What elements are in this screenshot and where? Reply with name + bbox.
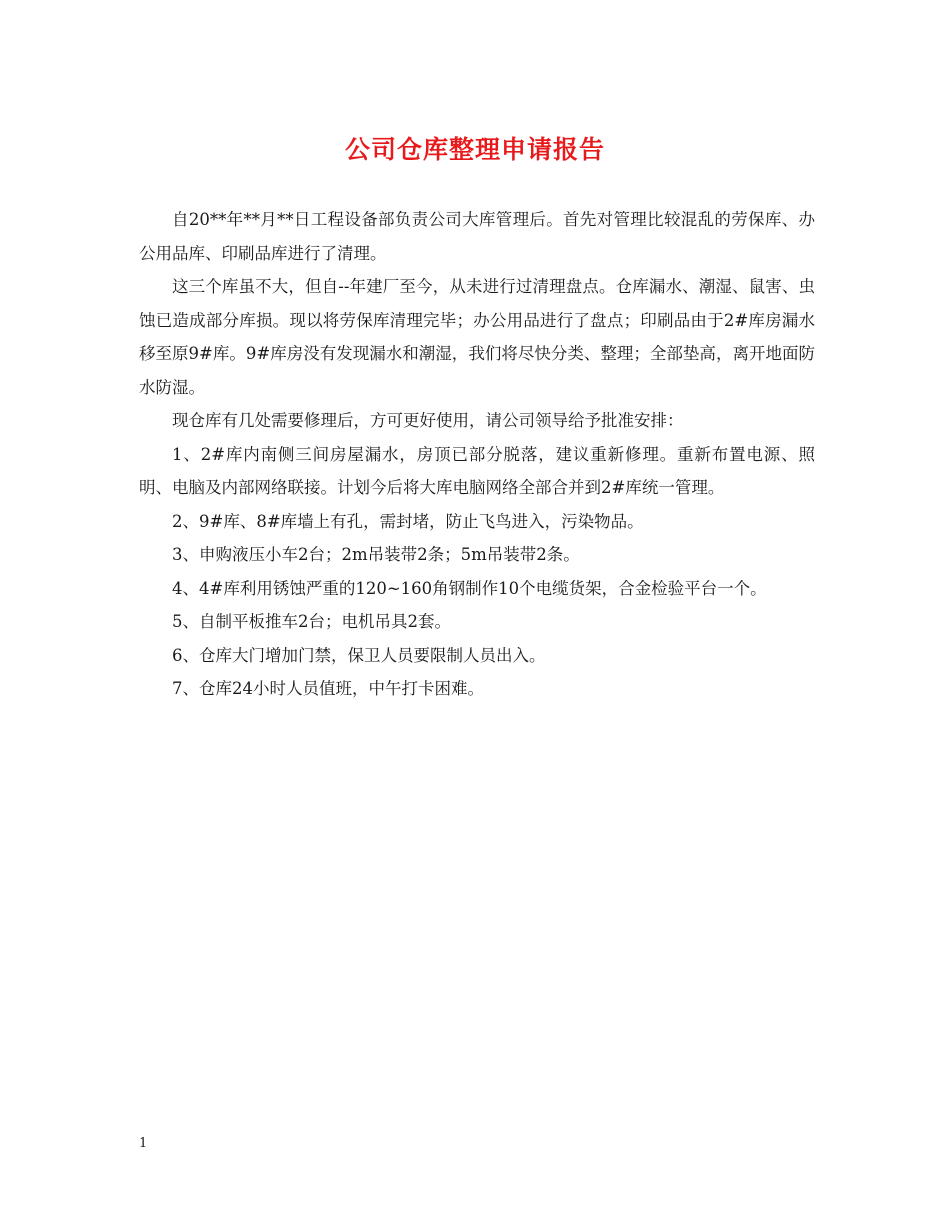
list-item-6: 6、仓库大门增加门禁，保卫人员要限制人员出入。 [172, 645, 546, 665]
paragraph-status: 这三个库虽不大，但自--年建厂至今，从未进行过清理盘点。仓库漏水、潮湿、鼠害、虫蚀已造成部分库损。现以将劳保库清理完毕；办公用品进行了盘点；印刷品由于2#库房漏水移至原9#库。9#库房没有发现漏水和潮湿，我们将尽快分类、整理；全部垫高，离开地面防水防湿。 [139, 277, 815, 397]
document-body [139, 203, 815, 706]
page-number: 1 [139, 1136, 148, 1151]
list-item-4: 4、4#库利用锈蚀严重的120~160角钢制作10个电缆货架，合金检验平台一个。 [172, 578, 767, 598]
list-item-7: 7、仓库24小时人员值班，中午打卡困难。 [172, 679, 484, 698]
paragraph-request: 现仓库有几处需要修理后，方可更好使用，请公司领导给予批准安排： [172, 411, 684, 430]
list-item-2: 2、9#库、8#库墙上有孔，需封堵，防止飞鸟进入，污染物品。 [172, 511, 644, 531]
list-item-1: 1、2#库内南侧三间房屋漏水，房顶已部分脱落，建议重新修理。重新布置电源、照明、电脑及内部网络联接。计划今后将大库电脑网络全部合并到2#库统一管理。 [139, 444, 815, 497]
document-title: 公司仓库整理申请报告 [344, 135, 605, 164]
list-item-5: 5、自制平板推车2台；电机吊具2套。 [172, 612, 451, 631]
list-item-3: 3、申购液压小车2台；2m吊装带2条；5m吊装带2条。 [172, 545, 580, 564]
paragraph-intro: 自20**年**月**日工程设备部负责公司大库管理后。首先对管理比较混乱的劳保库、办公用品库、印刷品库进行了清理。 [139, 210, 815, 263]
